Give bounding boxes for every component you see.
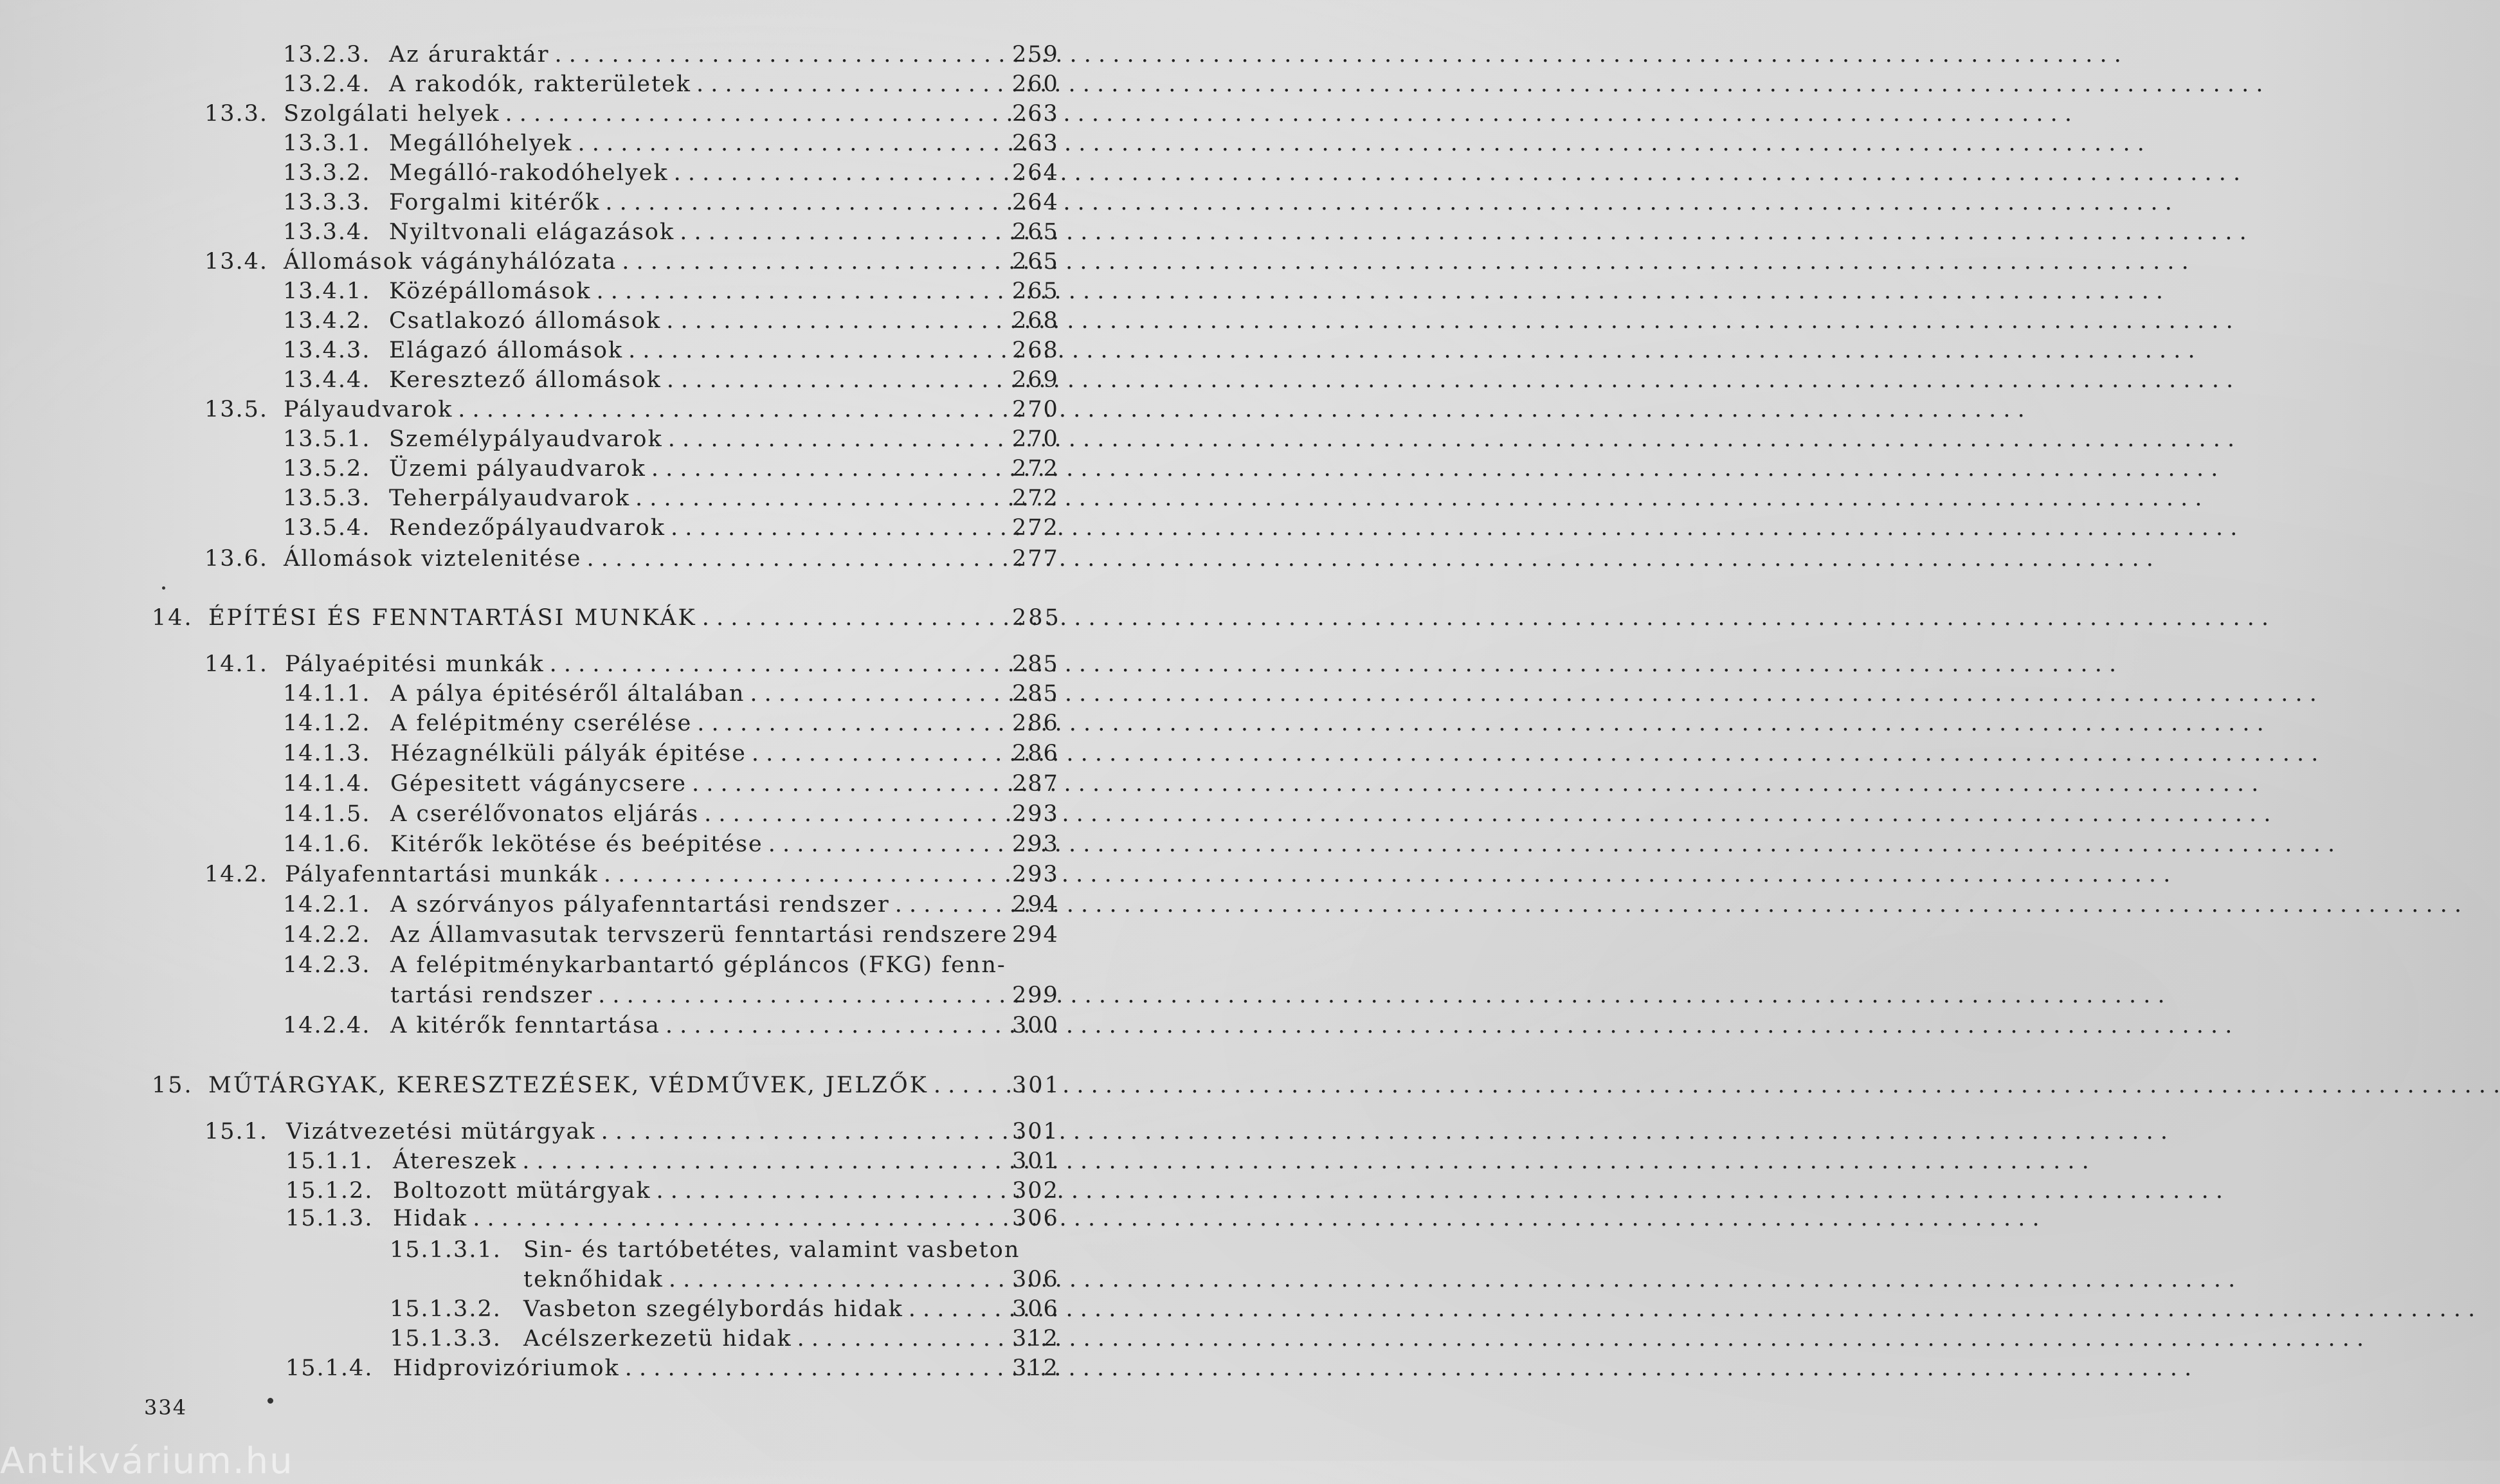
toc-title: Az Államvasutak tervszerü fenntartási rendszere <box>390 922 1008 948</box>
toc-page: 285 <box>1012 651 1059 677</box>
toc-entry <box>283 306 1057 336</box>
toc-entry <box>390 1324 1057 1353</box>
toc-entry <box>283 799 1057 829</box>
toc-title: teknőhidak <box>523 1267 664 1292</box>
toc-page: 263 <box>1012 101 1059 127</box>
dot-leader <box>702 603 2269 633</box>
toc-entry <box>390 1294 1057 1324</box>
toc-title: Gépesitett vágánycsere <box>390 771 687 797</box>
toc-page: 306 <box>1012 1206 1059 1231</box>
toc-title: Sin- és tartóbetétes, valamint vasbeton <box>523 1237 1020 1263</box>
toc-title: MŰTÁRGYAK, KERESZTEZÉSEK, VÉDMŰVEK, JELZŐK <box>208 1072 928 1098</box>
toc-title: Állomások viztelenitése <box>284 546 582 572</box>
toc-page: 299 <box>1012 982 1059 1008</box>
dot-leader <box>668 424 2234 454</box>
toc-number: 15.1.3.1. <box>390 1237 502 1263</box>
toc-entry <box>285 1204 1057 1233</box>
toc-entry <box>283 158 1057 188</box>
dot-leader <box>505 99 2072 129</box>
toc-number: 13.6. <box>204 546 269 572</box>
toc-number: 15.1.4. <box>285 1355 374 1381</box>
toc-entry <box>204 860 1057 889</box>
dot-leader <box>625 1353 2191 1383</box>
toc-title: A cserélővonatos eljárás <box>390 801 700 827</box>
toc-entry <box>283 484 1057 513</box>
toc-page: 286 <box>1012 741 1059 766</box>
toc-page: 260 <box>1012 71 1059 97</box>
toc-title: Pályafenntartási munkák <box>285 862 599 887</box>
toc-page: 293 <box>1012 831 1059 857</box>
toc-title: Középállomások <box>389 278 592 304</box>
toc-page: 301 <box>1012 1148 1059 1174</box>
toc-page: 302 <box>1012 1178 1059 1204</box>
toc-title: Keresztező állomások <box>389 367 662 393</box>
toc-title: A szórványos pályafenntartási rendszer <box>390 892 890 918</box>
toc-page: 301 <box>1012 1072 1061 1098</box>
toc-entry <box>283 679 1057 709</box>
toc-entry <box>283 217 1057 247</box>
toc-page: 270 <box>1012 397 1059 422</box>
dot-leader <box>596 276 2162 306</box>
toc-number: 13.4.4. <box>283 367 371 393</box>
toc-page: 265 <box>1012 219 1059 245</box>
dot-leader <box>669 1265 2235 1294</box>
toc-number: 13.3.2. <box>283 160 371 186</box>
toc-page: 277 <box>1012 546 1059 572</box>
toc-title: Boltozott mütárgyak <box>393 1178 651 1204</box>
toc-entry <box>283 769 1057 799</box>
toc-entry <box>204 247 1057 276</box>
dot-leader <box>895 890 2461 919</box>
dot-leader <box>628 336 2195 365</box>
dot-leader <box>473 1204 2039 1233</box>
toc-number: 15.1.2. <box>285 1178 374 1204</box>
toc-entry <box>204 649 1057 679</box>
toc-entry <box>283 890 1057 919</box>
ink-speck <box>267 1398 273 1404</box>
dot-leader <box>671 513 2237 543</box>
toc-entry <box>283 1011 1057 1040</box>
toc-entry <box>283 739 1057 768</box>
dot-leader <box>934 1071 2500 1100</box>
toc-number: 15. <box>152 1072 194 1098</box>
toc-entry <box>283 129 1057 158</box>
toc-title: Csatlakozó állomások <box>389 308 662 334</box>
dot-leader <box>697 709 2263 738</box>
toc-title: A felépitmény cserélése <box>390 710 693 736</box>
toc-title: Elágazó állomások <box>389 338 624 363</box>
toc-entry <box>283 40 1057 69</box>
toc-page: 272 <box>1012 456 1059 482</box>
toc-page: 285 <box>1012 681 1059 707</box>
toc-number: 13.2.3. <box>283 42 371 68</box>
toc-number: 14.1. <box>204 651 269 677</box>
toc-title: Pályaépitési munkák <box>285 651 545 677</box>
dot-leader <box>657 1176 2223 1206</box>
toc-title: Rendezőpályaudvarok <box>389 515 666 541</box>
toc-page: 301 <box>1012 1119 1059 1145</box>
toc-number: 14.1.4. <box>283 771 371 797</box>
dot-leader <box>458 395 2024 424</box>
toc-number: 14.1.5. <box>283 801 371 827</box>
toc-title: Teherpályaudvarok <box>389 485 631 511</box>
toc-page: 294 <box>1012 922 1059 948</box>
toc-number: 14.2.4. <box>283 1013 371 1038</box>
toc-page: 293 <box>1012 801 1059 827</box>
toc-number: 14.2.1. <box>283 892 371 918</box>
toc-title: Forgalmi kitérők <box>389 190 601 215</box>
dot-leader <box>554 40 2121 69</box>
page-number: 334 <box>144 1395 188 1420</box>
dot-leader <box>696 69 2263 99</box>
toc-page: 259 <box>1012 42 1059 68</box>
toc-entry <box>204 395 1057 424</box>
dot-leader <box>666 306 2233 336</box>
toc-number: 13.3.4. <box>283 219 371 245</box>
toc-entry <box>283 920 1057 950</box>
toc-number: 14. <box>152 605 194 631</box>
toc-page: 272 <box>1012 515 1059 541</box>
toc-entry <box>283 950 1057 980</box>
toc-entry <box>285 1146 1057 1176</box>
toc-title: Személypályaudvarok <box>389 426 663 452</box>
toc-page: 287 <box>1012 771 1059 797</box>
toc-page: 293 <box>1012 862 1059 887</box>
toc-entry-continuation <box>283 981 1057 1010</box>
toc-number: 15.1.3.2. <box>390 1296 502 1322</box>
ink-speck <box>162 586 165 590</box>
toc-number: 13.5.1. <box>283 426 371 452</box>
toc-title: Szolgálati helyek <box>284 101 500 127</box>
toc-number: 14.2.3. <box>283 952 371 978</box>
toc-number: 13.5.3. <box>283 485 371 511</box>
toc-title: Vizátvezetési mütárgyak <box>286 1119 596 1145</box>
toc-number: 14.2.2. <box>283 922 371 948</box>
toc-title: tartási rendszer <box>390 982 593 1008</box>
toc-page: 269 <box>1012 367 1059 393</box>
toc-number: 14.1.3. <box>283 741 371 766</box>
toc-number: 13.5.4. <box>283 515 371 541</box>
dot-leader <box>666 1011 2232 1040</box>
toc-number: 14.2. <box>204 862 269 887</box>
toc-entry <box>283 454 1057 484</box>
toc-number: 13.4. <box>204 249 269 275</box>
toc-page: 270 <box>1012 426 1059 452</box>
dot-leader <box>768 829 2335 859</box>
dot-leader <box>522 1146 2088 1176</box>
toc-entry <box>285 1176 1057 1206</box>
toc-entry <box>285 1353 1057 1383</box>
dot-leader <box>909 1294 2475 1324</box>
toc-page: 272 <box>1012 485 1059 511</box>
toc-page: 294 <box>1012 892 1059 918</box>
toc-entry <box>283 336 1057 365</box>
toc-title: Állomások vágányhálózata <box>284 249 617 275</box>
toc-title: ÉPÍTÉSI ÉS FENNTARTÁSI MUNKÁK <box>208 605 697 631</box>
toc-page: 265 <box>1012 278 1059 304</box>
toc-chapter <box>152 1071 1061 1100</box>
toc-page: 306 <box>1012 1267 1059 1292</box>
toc-number: 13.4.1. <box>283 278 371 304</box>
toc-title: Hidak <box>393 1206 468 1231</box>
book-page <box>0 0 1096 1482</box>
toc-title: Vasbeton szegélybordás hidak <box>523 1296 903 1322</box>
toc-title: Üzemi pályaudvarok <box>389 456 646 482</box>
dot-leader <box>604 860 2170 889</box>
toc-number: 13.5. <box>204 397 269 422</box>
toc-title: A kitérők fenntartása <box>390 1013 660 1038</box>
toc-entry <box>390 1235 1057 1265</box>
toc-page: 263 <box>1012 131 1059 156</box>
toc-number: 13.4.3. <box>283 338 371 363</box>
dot-leader <box>550 649 2116 679</box>
toc-title: Kitérők lekötése és beépitése <box>390 831 763 857</box>
toc-title: Pályaudvarok <box>284 397 453 422</box>
toc-page: 306 <box>1012 1296 1059 1322</box>
toc-page: 286 <box>1012 710 1059 736</box>
toc-number: 13.3. <box>204 101 269 127</box>
toc-number: 15.1.3. <box>285 1206 374 1231</box>
toc-page: 312 <box>1012 1355 1059 1381</box>
toc-entry <box>283 424 1057 454</box>
toc-number: 14.1.1. <box>283 681 371 707</box>
toc-number: 13.4.2. <box>283 308 371 334</box>
dot-leader <box>577 129 2144 158</box>
toc-title: Hidprovizóriumok <box>393 1355 620 1381</box>
toc-page: 268 <box>1012 338 1059 363</box>
dot-leader <box>667 365 2233 395</box>
watermark: Antikvárium.hu <box>0 1440 294 1482</box>
dot-leader <box>752 739 2318 768</box>
toc-number: 15.1. <box>204 1119 269 1145</box>
toc-title: A pálya épitéséről általában <box>390 681 745 707</box>
dot-leader <box>586 544 2153 574</box>
toc-entry <box>283 276 1057 306</box>
toc-entry <box>283 69 1057 99</box>
toc-page: 268 <box>1012 308 1059 334</box>
dot-leader <box>605 188 2171 217</box>
toc-title: Az áruraktár <box>389 42 550 68</box>
toc-number: 15.1.1. <box>285 1148 374 1174</box>
dot-leader <box>674 158 2240 188</box>
toc-page: 264 <box>1012 160 1059 186</box>
toc-entry <box>283 709 1057 738</box>
toc-entry <box>283 188 1057 217</box>
dot-leader <box>750 679 2316 709</box>
toc-chapter <box>152 603 1061 633</box>
toc-page: 265 <box>1012 249 1059 275</box>
toc-title: Megállóhelyek <box>389 131 573 156</box>
toc-title: Acélszerkezetü hidak <box>523 1326 792 1352</box>
toc-number: 13.2.4. <box>283 71 371 97</box>
toc-entry <box>204 99 1057 129</box>
toc-title: Nyiltvonali elágazások <box>389 219 675 245</box>
toc-page: 312 <box>1012 1326 1059 1352</box>
toc-number: 13.3.1. <box>283 131 371 156</box>
toc-entry <box>204 1117 1057 1146</box>
toc-number: 15.1.3.3. <box>390 1326 502 1352</box>
toc-entry <box>283 829 1057 859</box>
toc-page: 300 <box>1012 1013 1059 1038</box>
toc-page: 285 <box>1012 605 1061 631</box>
toc-number: 14.1.6. <box>283 831 371 857</box>
dot-leader <box>680 217 2246 247</box>
dot-leader <box>601 1117 2168 1146</box>
toc-page: 264 <box>1012 190 1059 215</box>
toc-title: Hézagnélküli pályák épitése <box>390 741 747 766</box>
toc-entry <box>283 513 1057 543</box>
toc-entry <box>204 544 1057 574</box>
dot-leader <box>622 247 2188 276</box>
toc-number: 13.3.3. <box>283 190 371 215</box>
toc-number: 13.5.2. <box>283 456 371 482</box>
dot-leader <box>692 769 2258 799</box>
toc-entry-continuation <box>390 1265 1057 1294</box>
toc-entry <box>283 365 1057 395</box>
toc-title: Átereszek <box>393 1148 518 1174</box>
dot-leader <box>635 484 2202 513</box>
dot-leader <box>704 799 2270 829</box>
dot-leader <box>651 454 2218 484</box>
dot-leader <box>598 981 2164 1010</box>
toc-title: A felépitménykarbantartó gépláncos (FKG) fenn- <box>390 952 1006 978</box>
toc-title: Megálló-rakodóhelyek <box>389 160 669 186</box>
toc-number: 14.1.2. <box>283 710 371 736</box>
toc-title: A rakodók, rakterületek <box>389 71 691 97</box>
